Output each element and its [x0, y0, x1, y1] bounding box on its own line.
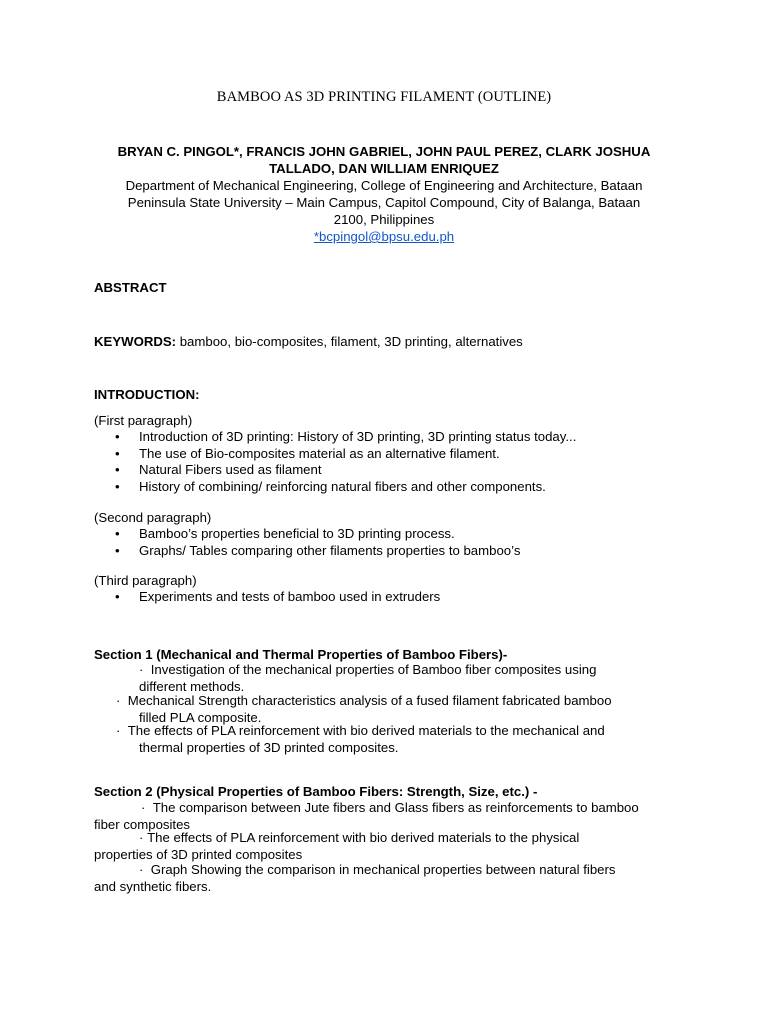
item-text-cont: different methods. — [139, 678, 245, 694]
paragraph-2-list — [94, 526, 694, 559]
paragraph-3-list — [94, 589, 694, 606]
section-2-heading: Section 2 (Physical Properties of Bamboo Fibers: Strength, Size, etc.) - — [94, 784, 538, 799]
item-text-cont: and synthetic fibers. — [94, 878, 212, 894]
item-text: Mechanical Strength characteristics analysis of a fused filament fabricated bamboo — [127, 693, 612, 708]
affiliation — [94, 177, 674, 245]
list-item: • History of combining/ reinforcing natural fibers and other components. — [94, 479, 694, 496]
section-1-heading: Section 1 (Mechanical and Thermal Properties of Bamboo Fibers)- — [94, 647, 508, 662]
affiliation-line-1: Department of Mechanical Engineering, College of Engineering and Architecture, Bataan — [125, 178, 643, 193]
section-1-item-1 — [139, 662, 699, 695]
section-1-item-3 — [116, 723, 676, 756]
author-list — [94, 143, 674, 177]
section-2-item-3 — [94, 862, 694, 895]
author-line-1: BRYAN C. PINGOL*, FRANCIS JOHN GABRIEL, JOHN PAUL PEREZ, CLARK JOSHUA — [117, 144, 651, 159]
middle-dot: · — [116, 723, 121, 738]
middle-dot: · — [141, 800, 146, 815]
list-item: • Experiments and tests of bamboo used in extruders — [94, 589, 694, 606]
keywords-label: KEYWORDS: — [94, 334, 177, 349]
item-text: The effects of PLA reinforcement with bio derived materials to the physical — [147, 830, 580, 845]
author-line-2: TALLADO, DAN WILLIAM ENRIQUEZ — [269, 161, 499, 176]
section-2-item-1 — [94, 800, 694, 833]
introduction-heading: INTRODUCTION: — [94, 387, 200, 402]
item-text: Investigation of the mechanical properties of Bamboo fiber composites using — [150, 662, 597, 677]
abstract-heading: ABSTRACT — [94, 280, 167, 295]
list-item: • Natural Fibers used as filament — [94, 462, 694, 479]
middle-dot: · — [139, 830, 144, 845]
paragraph-1-list — [94, 429, 694, 495]
middle-dot: · — [139, 862, 144, 877]
list-item: • The use of Bio-composites material as an alternative filament. — [94, 446, 694, 463]
section-2-item-2 — [94, 830, 694, 863]
section-1-item-2 — [116, 693, 676, 726]
list-item: • Graphs/ Tables comparing other filaments properties to bamboo’s — [94, 543, 694, 560]
item-text-cont: filled PLA composite. — [139, 709, 262, 725]
item-text: Graph Showing the comparison in mechanical properties between natural fibers — [150, 862, 616, 877]
item-text-cont: properties of 3D printed composites — [94, 846, 303, 862]
middle-dot: · — [116, 693, 121, 708]
list-item: • Bamboo’s properties beneficial to 3D printing process. — [94, 526, 694, 543]
keywords-line — [94, 334, 523, 351]
item-text: The effects of PLA reinforcement with bio derived materials to the mechanical and — [127, 723, 605, 738]
item-text: The comparison between Jute fibers and Glass fibers as reinforcements to bamboo — [152, 800, 639, 815]
document-title: BAMBOO AS 3D PRINTING FILAMENT (OUTLINE) — [216, 89, 552, 105]
keywords-text: bamboo, bio-composites, filament, 3D printing, alternatives — [176, 334, 523, 349]
paragraph-2-label: (Second paragraph) — [94, 510, 212, 525]
paragraph-1-label: (First paragraph) — [94, 413, 193, 428]
middle-dot: · — [139, 662, 144, 677]
item-text-cont: fiber composites — [94, 816, 191, 832]
email-link[interactable]: *bcpingol@bpsu.edu.ph — [313, 229, 455, 244]
item-text-cont: thermal properties of 3D printed composites. — [139, 739, 399, 755]
paragraph-3-label: (Third paragraph) — [94, 573, 197, 588]
affiliation-line-2: Peninsula State University – Main Campus, Capitol Compound, City of Balanga, Bataan — [127, 195, 641, 210]
affiliation-line-3: 2100, Philippines — [333, 212, 435, 227]
list-item: • Introduction of 3D printing: History of 3D printing, 3D printing status today... — [94, 429, 694, 446]
